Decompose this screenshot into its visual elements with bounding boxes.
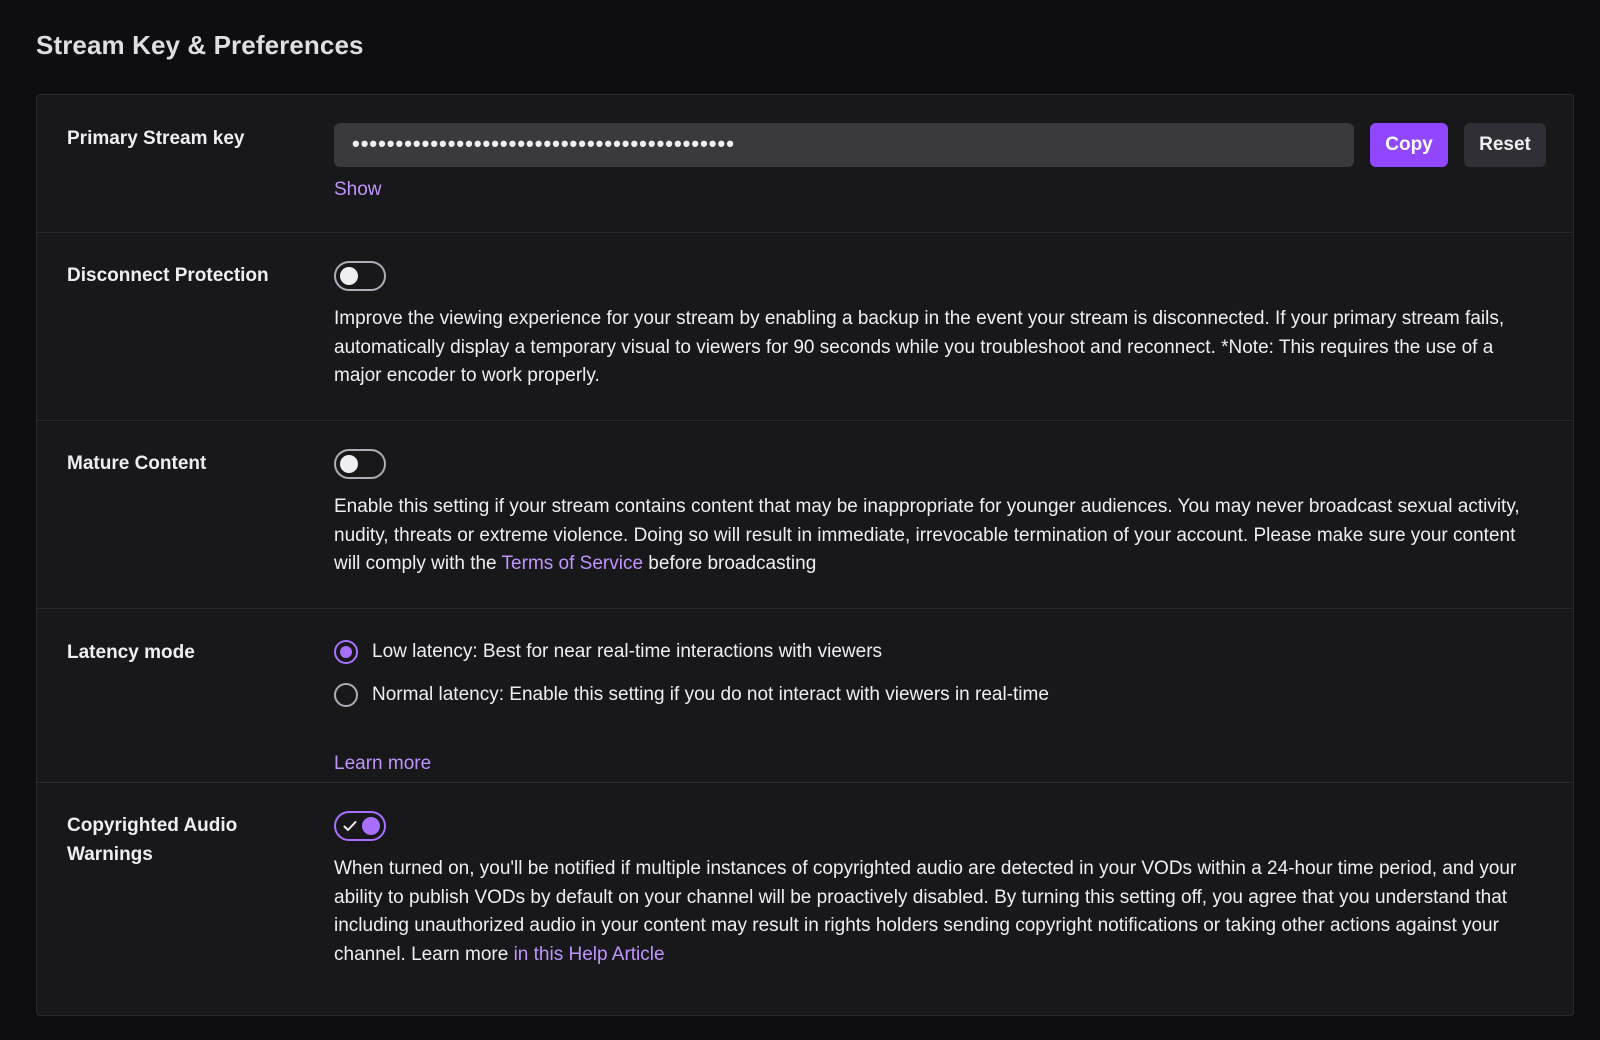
mature-content-text-after: before broadcasting [643,553,817,574]
latency-mode-label: Latency mode [67,642,195,663]
low-latency-label: Low latency: Best for near real-time interactions with viewers [372,641,883,662]
mature-content-label: Mature Content [67,453,207,474]
toggle-knob [340,455,358,473]
checkmark-icon [342,818,358,834]
mature-content-text-before: Enable this setting if your stream contains content that may be inappropriate for younger audiences. You may never broadcast sexual activity, nudity, threats or extreme violence. Doing so will result in immediate, irrevocable termination of your account. Please make sure your content will comply with the [334,496,1520,574]
disconnect-protection-description: Improve the viewing experience for your stream by enabling a backup in the event your stream is disconnected. If your primary stream fails, automatically display a temporary visual to viewers for 90 seconds while you troubleshoot and reconnect. *Note: This requires the use of a major encoder to work properly. [334,308,1505,386]
normal-latency-radio[interactable] [334,683,358,707]
disconnect-protection-label: Disconnect Protection [67,265,269,286]
copyrighted-audio-toggle[interactable] [334,811,386,841]
copyrighted-audio-label: Copyrighted Audio Warnings [67,815,238,865]
latency-learn-more-link[interactable]: Learn more [334,753,432,774]
stream-key-label: Primary Stream key [67,128,245,149]
latency-option-normal[interactable] [334,682,1049,708]
latency-option-low[interactable] [334,639,882,665]
latency-mode-row [37,609,1573,783]
normal-latency-label: Normal latency: Enable this setting if you do not interact with viewers in real-time [372,684,1049,705]
help-article-link[interactable]: in this Help Article [513,943,665,965]
reset-button[interactable]: Reset [1464,123,1546,167]
mature-content-description [334,493,1546,579]
toggle-knob [340,267,358,285]
radio-dot [340,646,352,658]
stream-key-field[interactable]: •••••••••••••••••••••••••••••••••••••••••••• [334,123,1354,167]
disconnect-protection-row [37,233,1573,421]
page-title: Stream Key & Preferences [36,30,364,60]
mature-content-toggle[interactable] [334,449,386,479]
copyrighted-audio-row [37,783,1573,1015]
copyrighted-audio-text: When turned on, you'll be notified if multiple instances of copyrighted audio are detected in your VODs within a 24-hour time period, and your ability to publish VODs by default on your channel will be proactively disabled. By turning this setting off, you agree that you understand that including unauthorized audio in your content may result in rights holders sending copyright notifications or taking other actions against your channel. Learn more [334,858,1517,965]
copy-button[interactable]: Copy [1370,123,1448,167]
show-key-link[interactable]: Show [334,179,382,200]
toggle-knob [362,817,380,835]
mature-content-row [37,421,1573,609]
disconnect-protection-toggle[interactable] [334,261,386,291]
settings-panel [36,94,1574,1016]
stream-key-row [37,95,1573,233]
low-latency-radio[interactable] [334,640,358,664]
copyrighted-audio-description [334,855,1546,969]
terms-of-service-link[interactable]: Terms of Service [501,553,644,574]
